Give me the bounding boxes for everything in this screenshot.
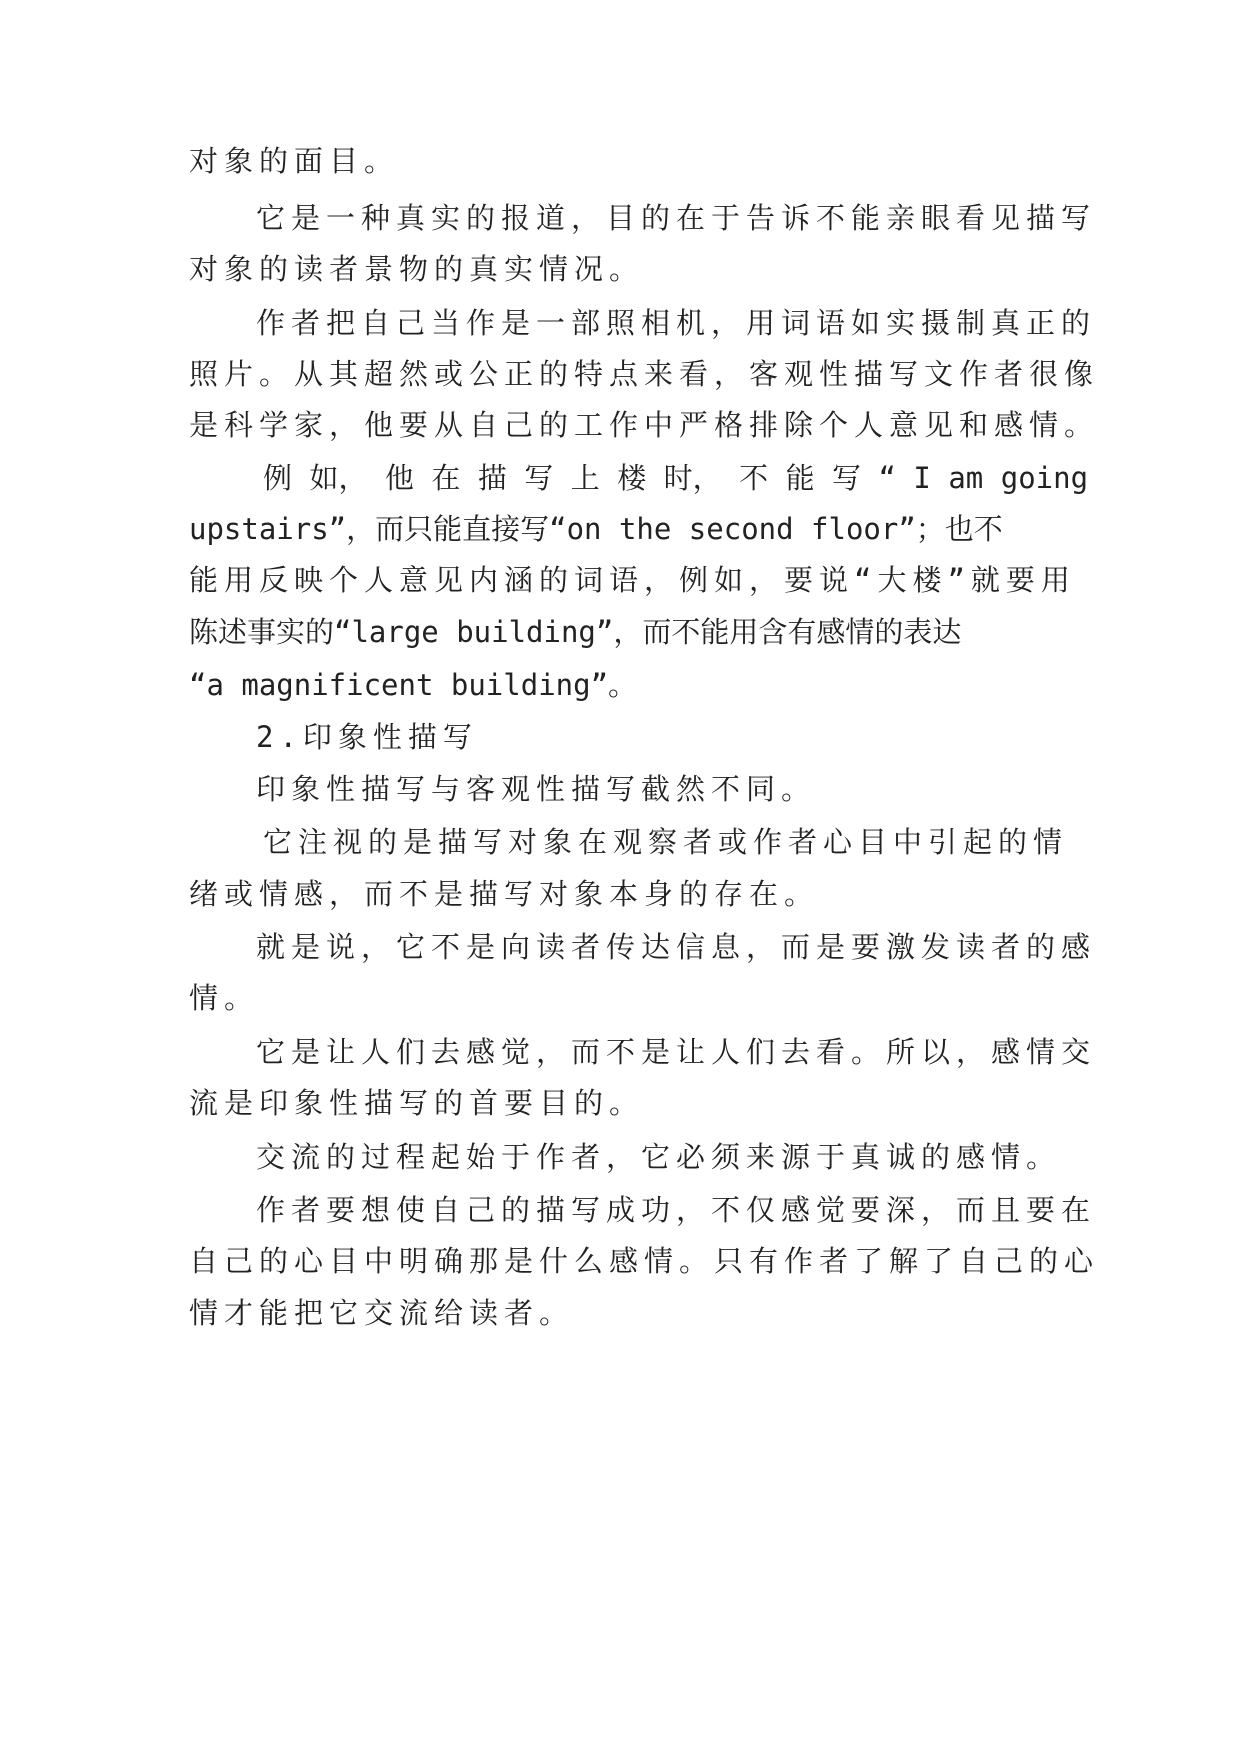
text-line: 绪或情感，而不是描写对象本身的存在。 xyxy=(189,877,820,911)
text-line: “a magnificent building”。 xyxy=(189,668,638,702)
paragraph-start: 它注视的是描写对象在观察者或作者心目中引起的情 xyxy=(263,825,1069,859)
paragraph-start: 就是说，它不是向读者传达信息，而是要激发读者的感 xyxy=(256,930,1097,964)
paragraph-start: 作者要想使自己的描写成功，不仅感觉要深，而且要在 xyxy=(256,1193,1097,1227)
paragraph-start: 作者把自己当作是一部照相机，用词语如实摄制真正的 xyxy=(256,306,1097,340)
text-line: 对象的读者景物的真实情况。 xyxy=(189,252,645,286)
paragraph-start: 例 如， 他 在 描 写 上 楼 时， 不 能 写 “ I am going xyxy=(263,461,1089,495)
paragraph-start: 印象性描写与客观性描写截然不同。 xyxy=(256,772,817,806)
text-line: 对象的面目。 xyxy=(189,144,400,178)
paragraph-start: 它是让人们去感觉，而不是让人们去看。所以，感情交 xyxy=(256,1035,1097,1069)
paragraph-start: 它是一种真实的报道，目的在于告诉不能亲眼看见描写 xyxy=(256,201,1097,235)
text-line: 流是印象性描写的首要目的。 xyxy=(189,1086,645,1120)
text-line: 自己的心目中明确那是什么感情。只有作者了解了自己的心 xyxy=(189,1244,1100,1278)
paragraph-start: 交流的过程起始于作者，它必须来源于真诚的感情。 xyxy=(256,1140,1062,1174)
text-line: upstairs”，而只能直接写“on the second floor”；也不 xyxy=(189,512,1003,546)
text-line: 能用反映个人意见内涵的词语，例如，要说“大楼”就要用 xyxy=(189,563,1076,597)
text-line: 情。 xyxy=(189,981,260,1015)
text-line: 陈述事实的“large building”，而不能用含有感情的表达 xyxy=(189,615,962,649)
section-heading: 2.印象性描写 xyxy=(256,720,478,754)
text-line: 是科学家，他要从自己的工作中严格排除个人意见和感情。 xyxy=(189,408,1100,442)
text-line: 照片。从其超然或公正的特点来看，客观性描写文作者很像 xyxy=(189,357,1100,391)
text-line: 情才能把它交流给读者。 xyxy=(189,1296,575,1330)
